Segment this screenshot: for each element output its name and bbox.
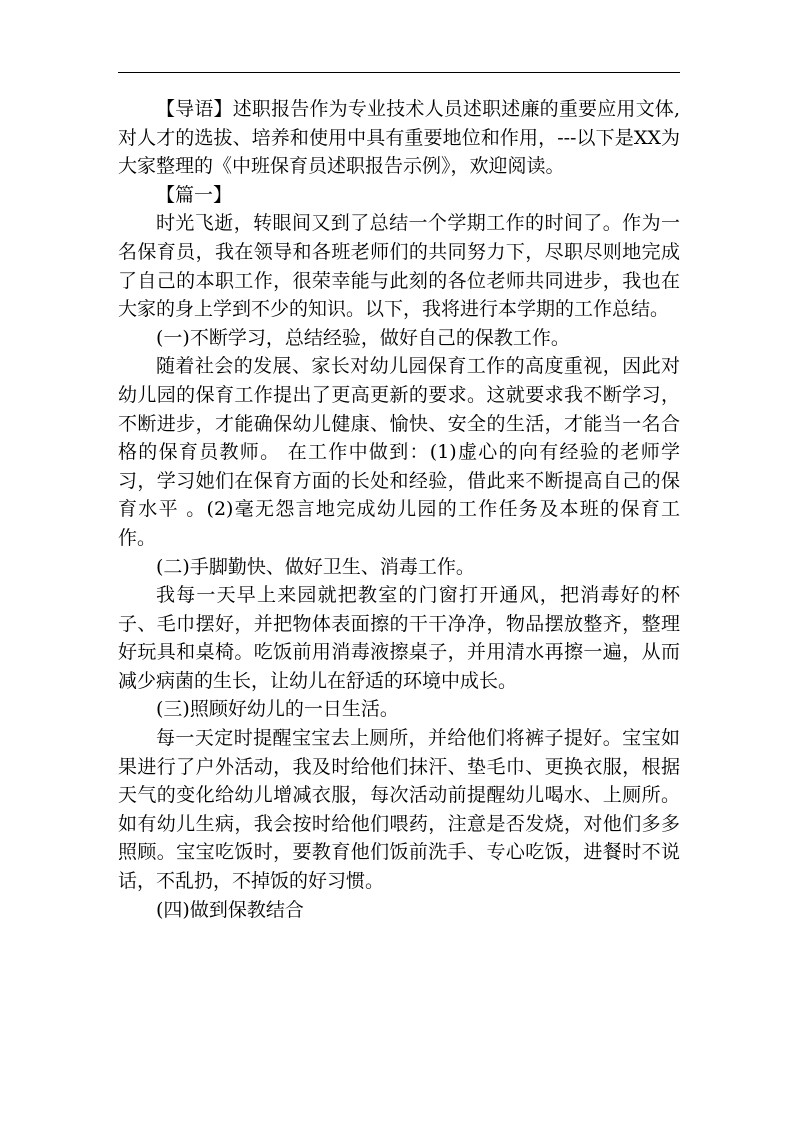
document-body <box>118 95 680 924</box>
section-heading-part-one: 【篇一】 <box>156 183 233 206</box>
subheading-two: (二)手脚勤快、做好卫生、消毒工作。 <box>156 555 475 578</box>
subheading-three: (三)照顾好幼儿的一日生活。 <box>156 698 399 721</box>
opening-paragraph: 时光飞逝，转眼间又到了总结一个学期工作的时间了。作为一名保育员，我在领导和各班老师们的共同努力下，尽职尽则地完成了自己的本职工作，很荣幸能与此刻的各位老师共同进步，我也在大家的身上学到不少的知识。以下，我将进行本学期的工作总结。 <box>118 212 680 321</box>
header-rule <box>118 72 680 73</box>
intro-paragraph: 【导语】述职报告作为专业技术人员述职述廉的重要应用文体,对人才的选拔、培养和使用中具有重要地位和作用，---以下是XX为大家整理的《中班保育员述职报告示例》，欢迎阅读。 <box>118 98 680 178</box>
subheading-one: (一)不断学习，总结经验，做好自己的保教工作。 <box>156 326 570 349</box>
subheading-four: (四)做到保教结合 <box>156 898 304 921</box>
body-paragraph-one: 随着社会的发展、家长对幼儿园保育工作的高度重视，因此对幼儿园的保育工作提出了更高更新的要求。这就要求我不断学习，不断进步，才能确保幼儿健康、愉快、安全的生活，才能当一名合格的保育员教师。 在工作中做到：(1)虚心的向有经验的老师学习，学习她们在保育方面的长处和经验，借此来不断提高自己的保育水平 。(2)毫无怨言地完成幼儿园的工作任务及本班的保育工作。 <box>118 355 680 549</box>
body-paragraph-two: 我每一天早上来园就把教室的门窗打开通风，把消毒好的杯子、毛巾摆好，并把物体表面擦的干干净净，物品摆放整齐，整理好玩具和桌椅。吃饭前用消毒液擦桌子，并用清水再擦一遍，从而减少病菌的生长，让幼儿在舒适的环境中成长。 <box>118 584 680 692</box>
body-paragraph-three: 每一天定时提醒宝宝去上厕所，并给他们将裤子提好。宝宝如果进行了户外活动，我及时给他们抹汗、垫毛巾、更换衣服，根据天气的变化给幼儿增减衣服，每次活动前提醒幼儿喝水、上厕所。如有幼儿生病，我会按时给他们喂药，注意是否发烧，对他们多多照顾。宝宝吃饭时，要教育他们饭前洗手、专心吃饭，进餐时不说话，不乱扔，不掉饭的好习惯。 <box>118 727 680 893</box>
